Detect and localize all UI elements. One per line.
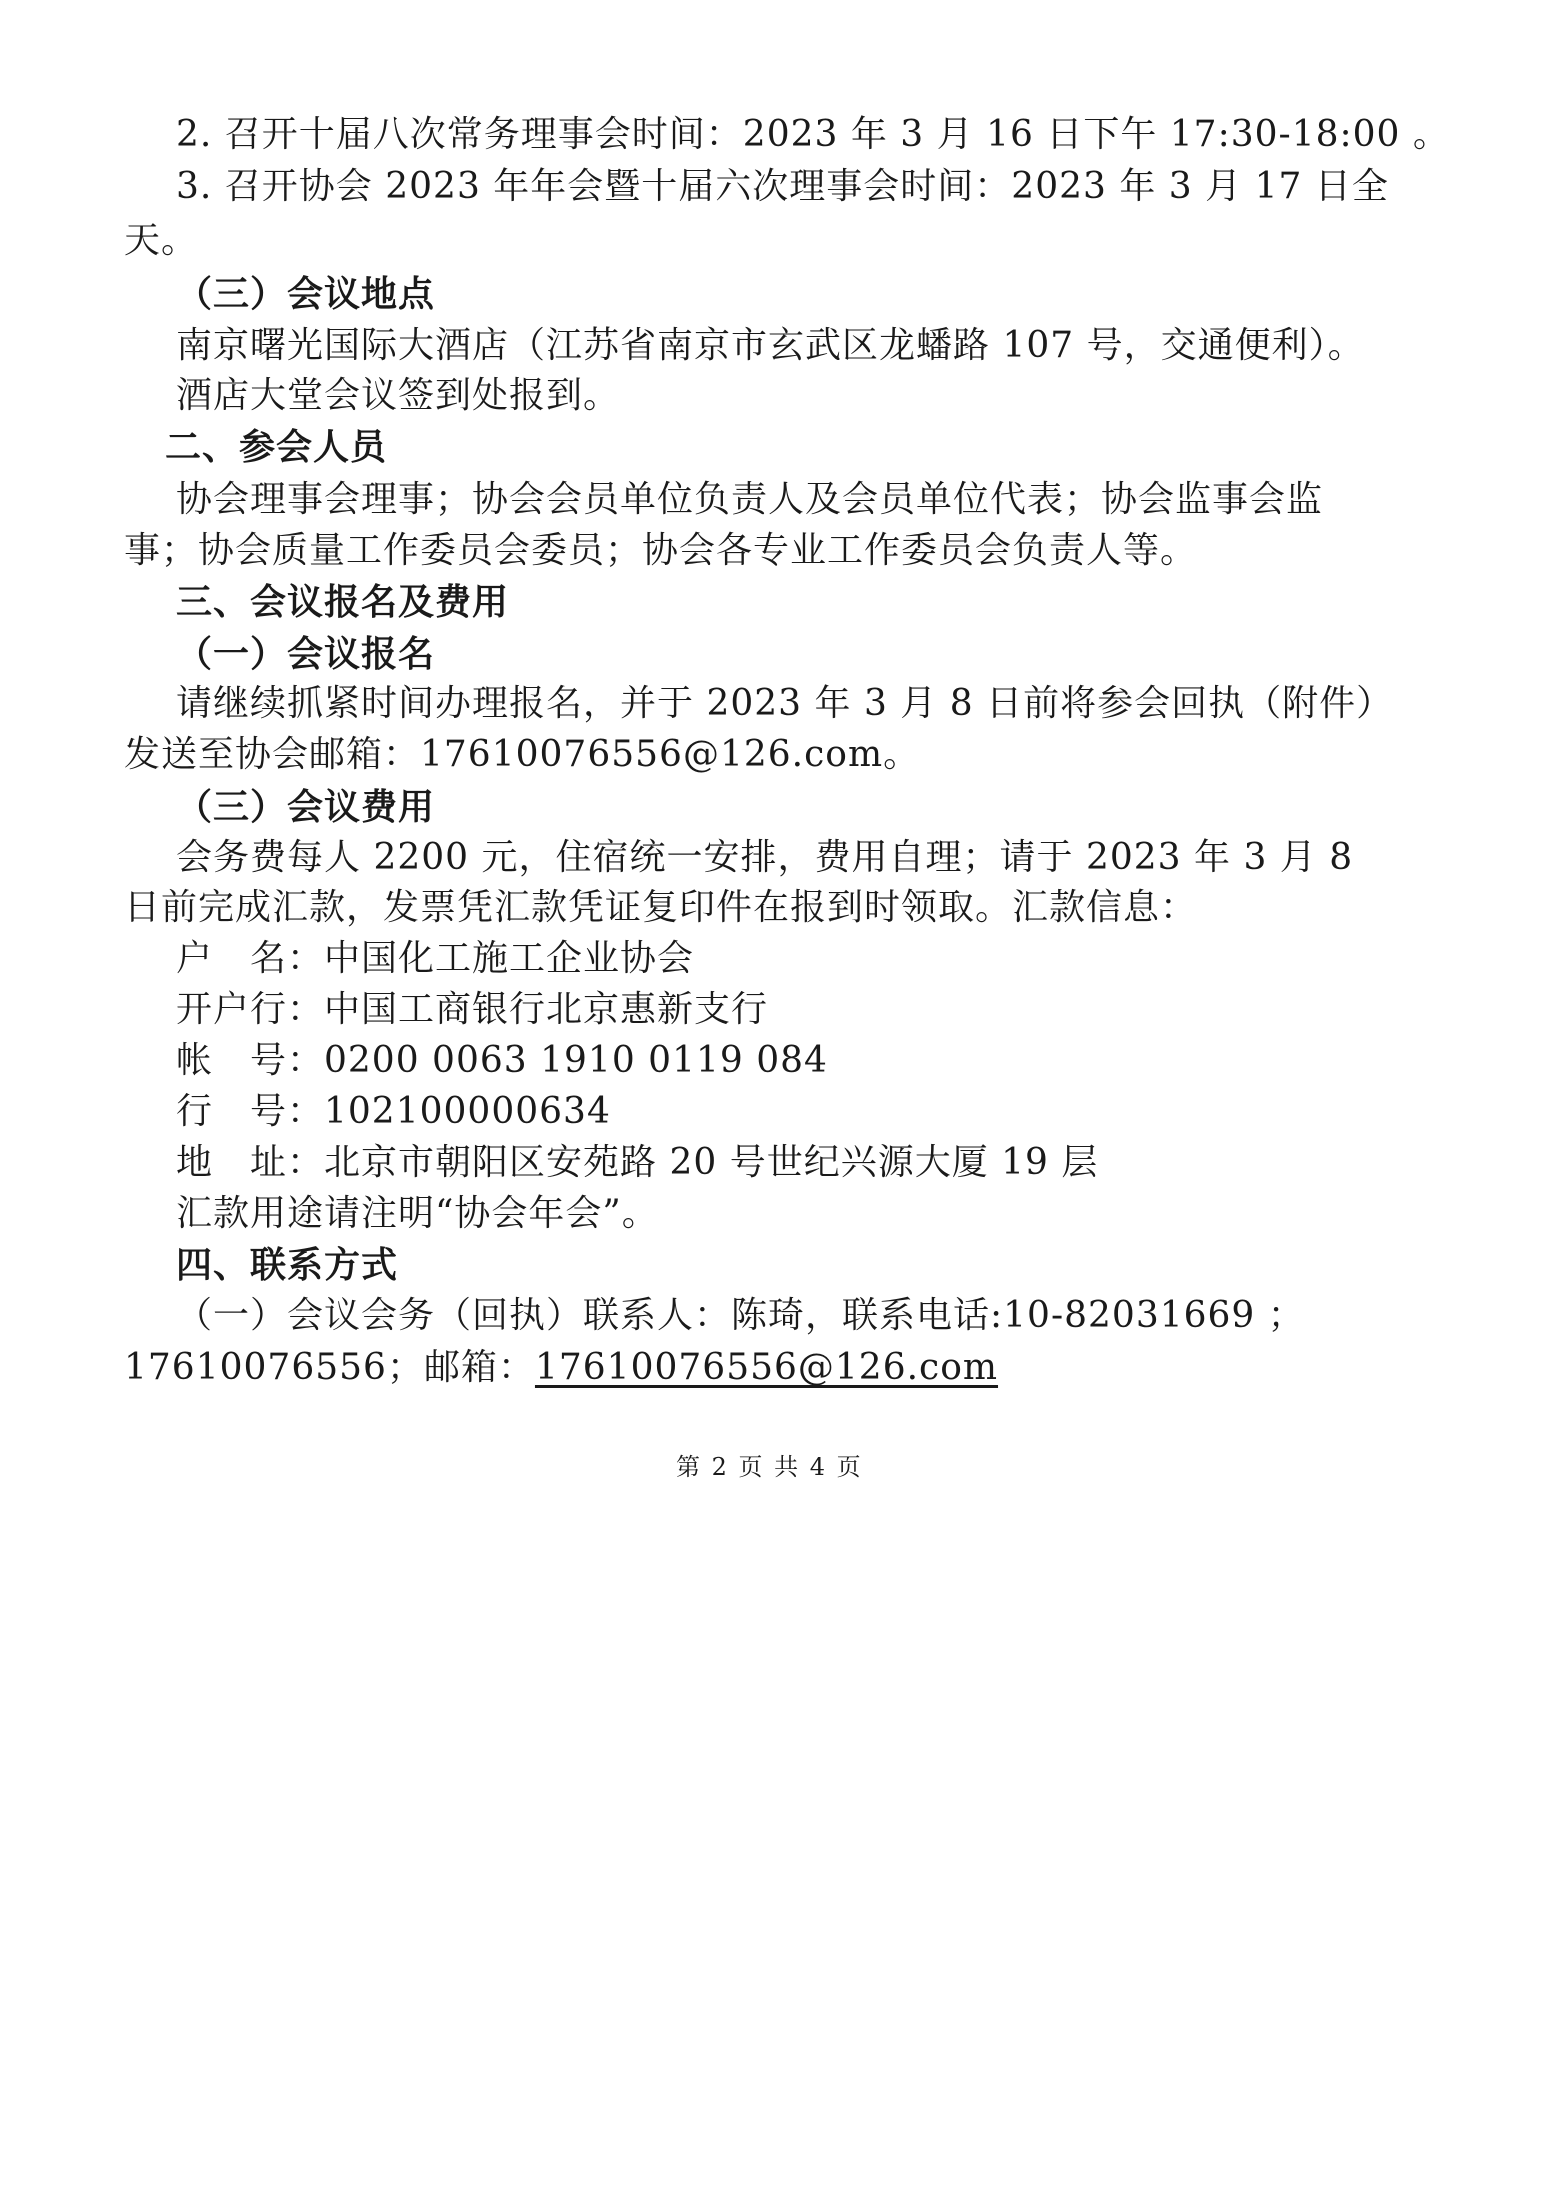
- bank-account-name: 户 名：中国化工施工企业协会: [176, 938, 695, 979]
- bank-address: 地 址：北京市朝阳区安苑路 20 号世纪兴源大厦 19 层: [176, 1142, 1099, 1183]
- bank-code: 行 号：102100000634: [176, 1091, 611, 1132]
- time-item-3-line1: 3. 召开协会 2023 年年会暨十届六次理事会时间：2023 年 3 月 17 日全: [176, 166, 1389, 207]
- location-heading: （三）会议地点: [176, 273, 436, 315]
- fee-line2: 日前完成汇款，发票凭汇款凭证复印件在报到时领取。汇款信息：: [124, 887, 1198, 928]
- registration-sub-heading: （一）会议报名: [176, 633, 436, 675]
- fee-line1: 会务费每人 2200 元，住宿统一安排，费用自理；请于 2023 年 3 月 8: [176, 837, 1354, 878]
- attendees-heading: 二、参会人员: [165, 426, 388, 468]
- remittance-note: 汇款用途请注明“协会年会”。: [176, 1193, 659, 1234]
- contact-line1: （一）会议会务（回执）联系人：陈琦，联系电话:10-82031669 ；: [176, 1295, 1305, 1336]
- fee-sub-heading: （三）会议费用: [176, 786, 436, 828]
- contact-line2-prefix: 17610076556；邮箱：: [124, 1347, 535, 1388]
- attendees-line1: 协会理事会理事；协会会员单位负责人及会员单位代表；协会监事会监: [176, 479, 1324, 520]
- location-line1: 南京曙光国际大酒店（江苏省南京市玄武区龙蟠路 107 号，交通便利）。: [176, 325, 1365, 366]
- registration-line1: 请继续抓紧时间办理报名，并于 2023 年 3 月 8 日前将参会回执（附件）: [176, 683, 1394, 724]
- contact-heading: 四、联系方式: [176, 1244, 399, 1286]
- page-number: 第 2 页 共 4 页: [676, 1453, 863, 1481]
- bank-branch: 开户行：中国工商银行北京惠新支行: [176, 989, 769, 1030]
- registration-heading: 三、会议报名及费用: [176, 581, 510, 623]
- time-item-3-line2: 天。: [124, 220, 199, 261]
- contact-email-link[interactable]: 17610076556@126.com: [534, 1347, 999, 1388]
- location-line2: 酒店大堂会议签到处报到。: [176, 375, 621, 416]
- bank-account-number: 帐 号：0200 0063 1910 0119 084: [176, 1040, 828, 1081]
- attendees-line2: 事；协会质量工作委员会委员；协会各专业工作委员会负责人等。: [124, 530, 1198, 571]
- contact-line2: [124, 1346, 998, 1390]
- registration-line2: 发送至协会邮箱：17610076556@126.com。: [124, 734, 921, 775]
- time-item-2: 2. 召开十届八次常务理事会时间：2023 年 3 月 16 日下午 17:30-18:00 。: [176, 114, 1450, 155]
